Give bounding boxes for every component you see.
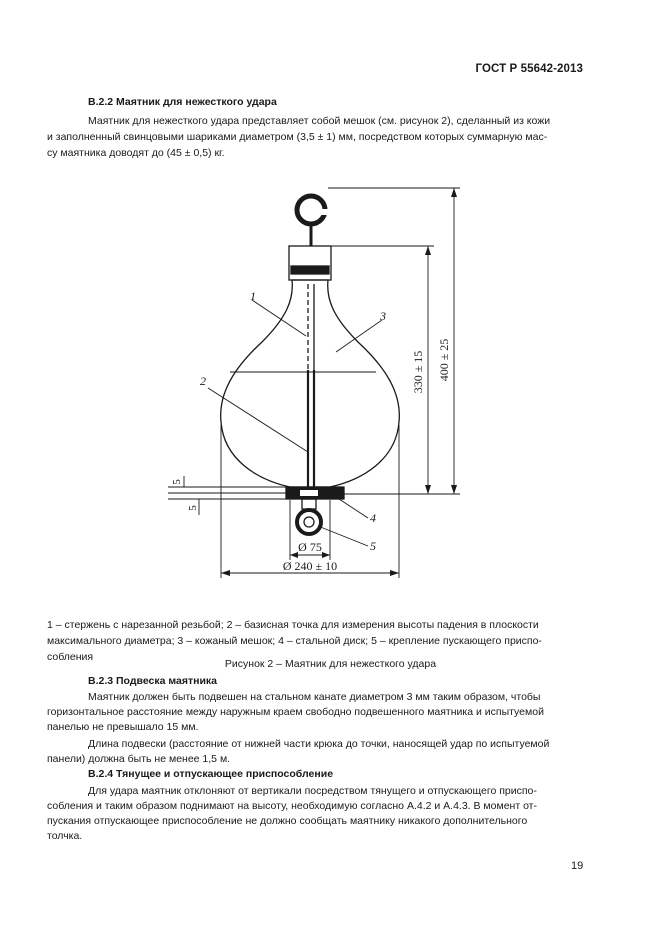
- callout-5: 5: [370, 539, 376, 553]
- dim-label-bottom-5: 5: [187, 505, 199, 511]
- dim-label-small-diameter: Ø 75: [298, 540, 322, 554]
- dim-label-partial-height: 330 ± 15: [411, 350, 425, 394]
- callout-1: 1: [250, 289, 256, 303]
- paragraph-line: толчка.: [47, 830, 83, 842]
- dim-label-total-height: 400 ± 25: [437, 338, 451, 382]
- paragraph-line: Для удара маятник отклоняют от вертикали посредством тянущего и отпускающего приспо-: [88, 785, 537, 797]
- paragraph-line: панели) должна быть не менее 1,5 м.: [47, 753, 231, 765]
- paragraph-line: горизонтальное расстояние между наружным краем свободно подвешенного маятника и испытуемой: [47, 706, 544, 718]
- leather-bag: [221, 280, 400, 487]
- leader-4: [336, 497, 368, 518]
- document-code: ГОСТ Р 55642-2013: [475, 63, 583, 75]
- legend-line: 1 – стержень с нарезанной резьбой; 2 – базисная точка для измерения высоты падения в плоскости: [47, 619, 539, 631]
- dim-label-large-diameter: Ø 240 ± 10: [282, 559, 338, 573]
- top-fitting: [289, 246, 331, 280]
- paragraph-line: Маятник для нежесткого удара представляет собой мешок (см. рисунок 2), сделанный из кожи: [88, 115, 551, 127]
- section-heading-b23: В.2.3 Подвеска маятника: [88, 675, 217, 687]
- top-nut: [291, 266, 329, 274]
- section-heading-b22: В.2.2 Маятник для нежесткого удара: [88, 96, 277, 108]
- section-heading-b24: В.2.4 Тянущее и отпускающее приспособление: [88, 768, 334, 780]
- leader-5: [318, 526, 368, 546]
- legend-line: максимального диаметра; 3 – кожаный мешок; 4 – стальной диск; 5 – крепление пускающего приспо-: [47, 635, 542, 647]
- paragraph-line: собления и таким образом поднимают на высоту, необходимую согласно А.4.2 и А.4.3. В момент от-: [47, 800, 537, 812]
- release-attachment-neck: [302, 499, 316, 509]
- callout-4: 4: [370, 511, 376, 525]
- paragraph-line: Длина подвески (расстояние от нижней части крюка до точки, наносящей удар по испытуемой: [88, 738, 550, 750]
- leader-1: [252, 300, 306, 336]
- paragraph-line: пускания отпускающее приспособление не должно сообщать маятнику никакого дополнительного: [47, 815, 528, 827]
- release-attachment-ring: [297, 510, 321, 534]
- paragraph-line: панелью не превышало 15 мм.: [47, 721, 199, 733]
- paragraph-line: Маятник должен быть подвешен на стальном канате диаметром 3 мм таким образом, чтобы: [88, 691, 541, 703]
- callout-3: 3: [380, 309, 386, 323]
- figure-caption: Рисунок 2 – Маятник для нежесткого удара: [224, 658, 437, 670]
- leader-2: [208, 388, 308, 452]
- callout-2: 2: [200, 374, 206, 388]
- paragraph-line: су маятника доводят до (45 ± 0,5) кг.: [47, 147, 225, 159]
- paragraph-line: и заполненный свинцовыми шариками диаметром (3,5 ± 1) мм, посредством которых суммарную мас-: [47, 131, 548, 143]
- legend-line: собления: [47, 651, 94, 663]
- page-number: 19: [571, 860, 584, 872]
- dim-label-top-5: 5: [171, 479, 183, 485]
